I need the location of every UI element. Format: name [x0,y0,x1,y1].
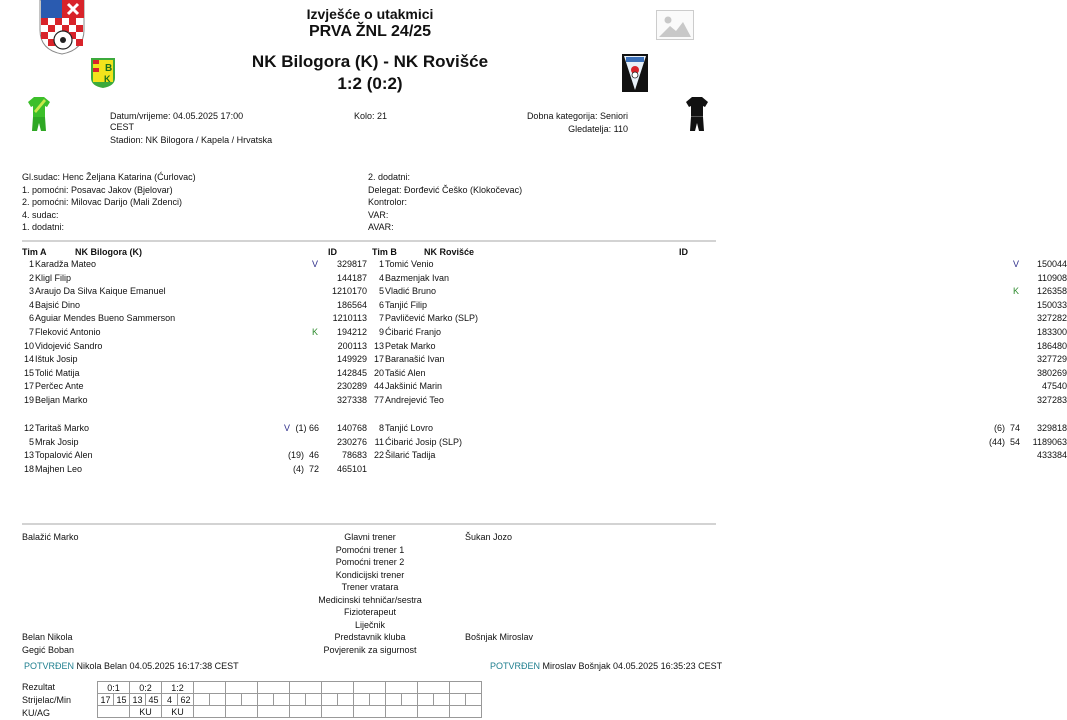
player-number: 1 [28,259,34,269]
player-name: Vidojević Sandro [35,340,103,351]
official-var: VAR: [368,209,389,220]
away-kit-icon [686,97,708,133]
scorer-minute-cell [402,694,418,706]
staff-role-label: Medicinski tehničar/sestra [318,594,422,605]
player-name: Tašić Alen [385,367,426,378]
staff-role-label: Trener vratara [341,582,399,592]
result-cell [354,682,386,694]
official-main-referee: Gl.sudac: Henc Željana Katarina (Ćurlovac) [22,172,196,182]
captain-mark: K [311,327,318,337]
scorer-number-cell: 13 [130,694,146,706]
scorer-minute-cell [466,694,482,706]
team-b-club-rep: Bošnjak Miroslav [465,632,534,642]
player-number: 12 [23,423,34,433]
player-name: Ćibarić Josip (SLP) [385,436,463,447]
player-number: 13 [23,450,34,461]
age-category: Dobna kategorija: Seniori [526,111,628,121]
player-number: 14 [23,354,34,365]
player-number: 7 [378,313,384,324]
ku-ag-cell [418,706,450,718]
player-id: 78683 [341,450,367,461]
player-id: 327282 [1036,313,1067,324]
player-row [366,354,1067,368]
player-name: Aguiar Mendes Bueno Sammerson [35,313,176,324]
ku-ag-cell [194,706,226,718]
official-fourth: 4. sudac: [22,209,59,220]
staff-role-label: Pomoćni trener 1 [335,544,405,555]
match-stadium: Stadion: NK Bilogora / Kapela / Hrvatska [110,135,273,145]
player-row [366,381,1067,395]
player-number: 17 [23,381,34,392]
player-name: Pavličević Marko (SLP) [385,313,479,324]
scorer-minute-cell [242,694,258,706]
svg-text:K: K [104,74,111,84]
staff-role-label: Liječnik [354,619,385,630]
player-number: 44 [373,381,384,392]
player-id: 327338 [336,395,367,405]
report-title: Izvješće o utakmici [306,6,434,22]
player-id: 465101 [336,463,367,474]
goals-label-ku-ag: KU/AG [22,708,51,718]
scorer-minute-cell [434,694,450,706]
player-row [366,286,1067,300]
player-name: Bajsić Dino [35,299,81,310]
player-name: Araujo Da Silva Kaique Emanuel [35,286,166,297]
goalkeeper-mark: V [283,423,290,433]
player-name: Beljan Marko [35,395,88,405]
substitution-info: (19) 46 [287,450,319,461]
player-number: 8 [378,423,384,433]
team-b-label: Tim B [372,247,397,257]
scorer-minute-cell [306,694,322,706]
team-b-name: NK Rovišće [424,247,475,257]
staff-role-label: Glavni trener [344,532,396,542]
officials-right [368,171,522,234]
player-name: Baranašić Ivan [385,354,445,365]
result-cell [290,682,322,694]
player-number: 6 [28,313,34,324]
official-delegate: Delegat: Đorđević Češko (Klokočevac) [368,184,523,195]
player-id: 230276 [336,436,367,447]
player-name: Tomić Venio [385,259,434,269]
player-name: Perčec Ante [35,381,84,392]
goals-label-result: Rezultat [22,682,56,692]
player-id: 186564 [336,299,367,310]
result-cell [450,682,482,694]
substitution-info: (1) 66 [295,423,319,433]
player-number: 3 [28,286,34,297]
player-id: 126358 [1036,286,1067,297]
team-a-security: Gegić Boban [22,645,75,655]
goals-grid [97,681,482,718]
ku-ag-cell [290,706,322,718]
player-row [16,313,367,327]
player-id: 329818 [1036,423,1067,433]
player-name: Taritaš Marko [35,423,90,433]
team-a-label: Tim A [22,247,47,257]
scorer-number-cell [354,694,370,706]
player-row [16,367,367,382]
player-name: Šilarić Tadija [385,450,436,461]
player-row [366,299,1067,314]
goals-label-scorer: Strijelac/Min [22,695,72,705]
team-a-name: NK Bilogora (K) [75,247,142,257]
ku-ag-cell [450,706,482,718]
player-id: 150033 [1036,299,1067,310]
player-row [366,259,1067,273]
player-number: 1 [378,259,384,269]
player-name: Petak Marko [385,340,436,351]
confirmation-text: Nikola Belan 04.05.2025 16:17:38 CEST [76,661,239,671]
player-row [16,286,367,300]
scorer-minute-cell [338,694,354,706]
scorer-number-cell [226,694,242,706]
player-row [366,423,1067,437]
team-a-id-header: ID [328,247,337,257]
ku-ag-cell [226,706,258,718]
player-row [366,367,1067,382]
player-id: 433384 [1036,450,1067,461]
player-name: Tolić Matija [35,367,80,378]
scorer-number-cell [258,694,274,706]
player-id: 329817 [336,259,367,269]
svg-text:B: B [105,63,113,74]
player-name: Ćibarić Franjo [385,327,442,337]
player-name: Andrejević Teo [385,395,444,405]
player-number: 15 [23,367,34,378]
confirmation-text: Miroslav Bošnjak 04.05.2025 16:35:23 CEST [542,661,723,671]
player-name: Ištuk Josip [35,354,78,365]
staff-role-label: Predstavnik kluba [334,632,406,642]
player-number: 19 [23,395,34,405]
player-name: Tanjić Lovro [385,423,434,433]
player-row [366,340,1067,355]
player-id: 47540 [1041,381,1067,392]
player-row [366,395,1067,409]
official-controller: Kontrolor: [368,197,408,208]
team-b-head-coach: Šukan Jozo [465,532,513,542]
player-number: 17 [373,354,384,365]
scorer-minute-cell: 45 [146,694,162,706]
ku-ag-cell [322,706,354,718]
player-row [16,463,367,478]
match-round: Kolo: 21 [354,111,388,121]
player-number: 9 [378,327,384,337]
official-assistant-2: 2. pomoćni: Milovac Darijo (Mali Zdenci) [22,197,183,208]
player-name: Vladić Bruno [385,286,437,297]
home-kit-icon [28,97,50,133]
result-cell: 0:1 [98,682,130,694]
player-id: 327283 [1036,395,1067,405]
player-id: 1189063 [1032,436,1067,447]
staff-role-label: Kondicijski trener [335,569,405,580]
player-id: 1210170 [331,286,367,297]
player-row [16,327,367,341]
ku-ag-cell [354,706,386,718]
competition-title: PRVA ŽNL 24/25 [308,23,432,40]
player-number: 18 [23,463,34,474]
captain-mark: K [1012,286,1019,297]
player-name: Kligl Filip [35,272,72,283]
official-additional-2: 2. dodatni: [368,172,411,182]
goalkeeper-mark: V [311,259,318,269]
player-id: 149929 [336,354,367,365]
result-cell [258,682,290,694]
confirmed-badge: POTVRĐEN [24,661,75,671]
player-number: 5 [378,286,384,297]
player-id: 327729 [1036,354,1067,365]
player-row [16,354,367,368]
ku-ag-cell [258,706,290,718]
player-row [16,436,367,451]
scorer-minute-cell: 15 [114,694,130,706]
player-id: 380269 [1036,367,1067,378]
player-id: 150044 [1036,259,1067,269]
player-id: 230289 [336,381,367,392]
ku-ag-cell [386,706,418,718]
scorer-number-cell [290,694,306,706]
scorer-number-cell [450,694,466,706]
scorer-minute-cell [370,694,386,706]
result-cell [322,682,354,694]
player-name: Mrak Josip [35,436,79,447]
player-row [16,340,367,355]
result-cell [418,682,450,694]
team-a-confirmation [24,660,239,673]
official-additional-1: 1. dodatni: [22,222,65,233]
player-row [16,450,367,464]
player-row [366,436,1067,451]
player-id: 194212 [336,327,367,337]
player-row [366,450,1067,464]
substitution-info: (6) 74 [993,423,1020,433]
player-name: Topalović Alen [35,450,93,461]
scorer-number-cell: 4 [162,694,178,706]
player-number: 77 [373,395,384,405]
player-number: 4 [28,299,34,310]
scorer-minute-cell: 62 [178,694,194,706]
scorer-number-cell: 17 [98,694,114,706]
substitution-info: (4) 72 [292,463,319,474]
ku-ag-cell: KU [162,706,194,718]
divider [22,240,716,242]
match-datetime: Datum/vrijeme: 04.05.2025 17:00 [110,111,244,121]
player-name: Tanjić Filip [385,299,428,310]
player-name: Majhen Leo [35,463,83,474]
player-id: 144187 [336,272,367,283]
player-number: 5 [28,436,34,447]
team-b-id-header: ID [679,247,688,257]
player-name: Karadža Mateo [35,259,97,269]
player-row [366,313,1067,327]
substitution-info: (44) 54 [988,436,1020,447]
goalkeeper-mark: V [1012,259,1019,269]
player-row [16,423,367,437]
officials-left [22,171,196,234]
player-number: 6 [378,299,384,310]
scorer-number-cell [418,694,434,706]
result-cell: 1:2 [162,682,194,694]
scorer-number-cell [386,694,402,706]
player-number: 2 [28,272,34,283]
player-row [16,259,367,273]
player-id: 142845 [336,367,367,378]
player-number: 11 [374,436,384,447]
player-id: 1210113 [332,313,367,324]
scorer-number-cell [194,694,210,706]
divider [22,523,716,525]
player-number: 22 [373,450,384,461]
team-b-confirmation [490,660,722,673]
player-number: 20 [373,367,384,378]
player-row [366,272,1067,287]
nk-rovisce-logo [622,54,648,92]
ku-ag-cell: KU [130,706,162,718]
official-assistant-1: 1. pomoćni: Posavac Jakov (Bjelovar) [22,184,173,195]
match-score: 1:2 (0:2) [337,74,403,93]
player-id: 186480 [1036,340,1067,351]
scorer-minute-cell [274,694,290,706]
player-name: Fleković Antonio [35,327,101,337]
ku-ag-cell [98,706,130,718]
player-number: 13 [373,340,384,351]
match-title: NK Bilogora (K) - NK Rovišće [251,52,489,71]
match-timezone: CEST [110,122,135,132]
confirmed-badge: POTVRĐEN [490,661,541,671]
image-placeholder-icon [656,10,694,40]
player-row [16,272,367,287]
player-number: 7 [28,327,34,337]
scorer-number-cell [322,694,338,706]
result-cell [194,682,226,694]
player-id: 110908 [1037,272,1067,283]
staff-role-label: Pomoćni trener 2 [335,557,405,567]
result-cell [386,682,418,694]
player-id: 200113 [337,340,367,351]
scorer-minute-cell [210,694,226,706]
result-cell: 0:2 [130,682,162,694]
player-id: 140768 [336,423,367,433]
official-avar: AVAR: [368,222,394,233]
player-row [16,395,367,409]
spectators: Gledatelja: 110 [568,124,628,134]
result-cell [226,682,258,694]
player-name: Jakšinić Marin [385,381,443,392]
team-a-club-rep: Belan Nikola [22,632,73,642]
player-name: Bazmenjak Ivan [385,272,450,283]
team-a-head-coach: Balažić Marko [22,532,79,542]
player-row [16,381,367,395]
player-number: 4 [378,272,384,283]
player-number: 10 [23,340,34,351]
player-row [16,299,367,314]
player-id: 183300 [1036,327,1067,337]
staff-role-label: Povjerenik za sigurnost [323,644,417,655]
staff-role-label: Fizioterapeut [343,607,397,617]
player-row [366,327,1067,341]
